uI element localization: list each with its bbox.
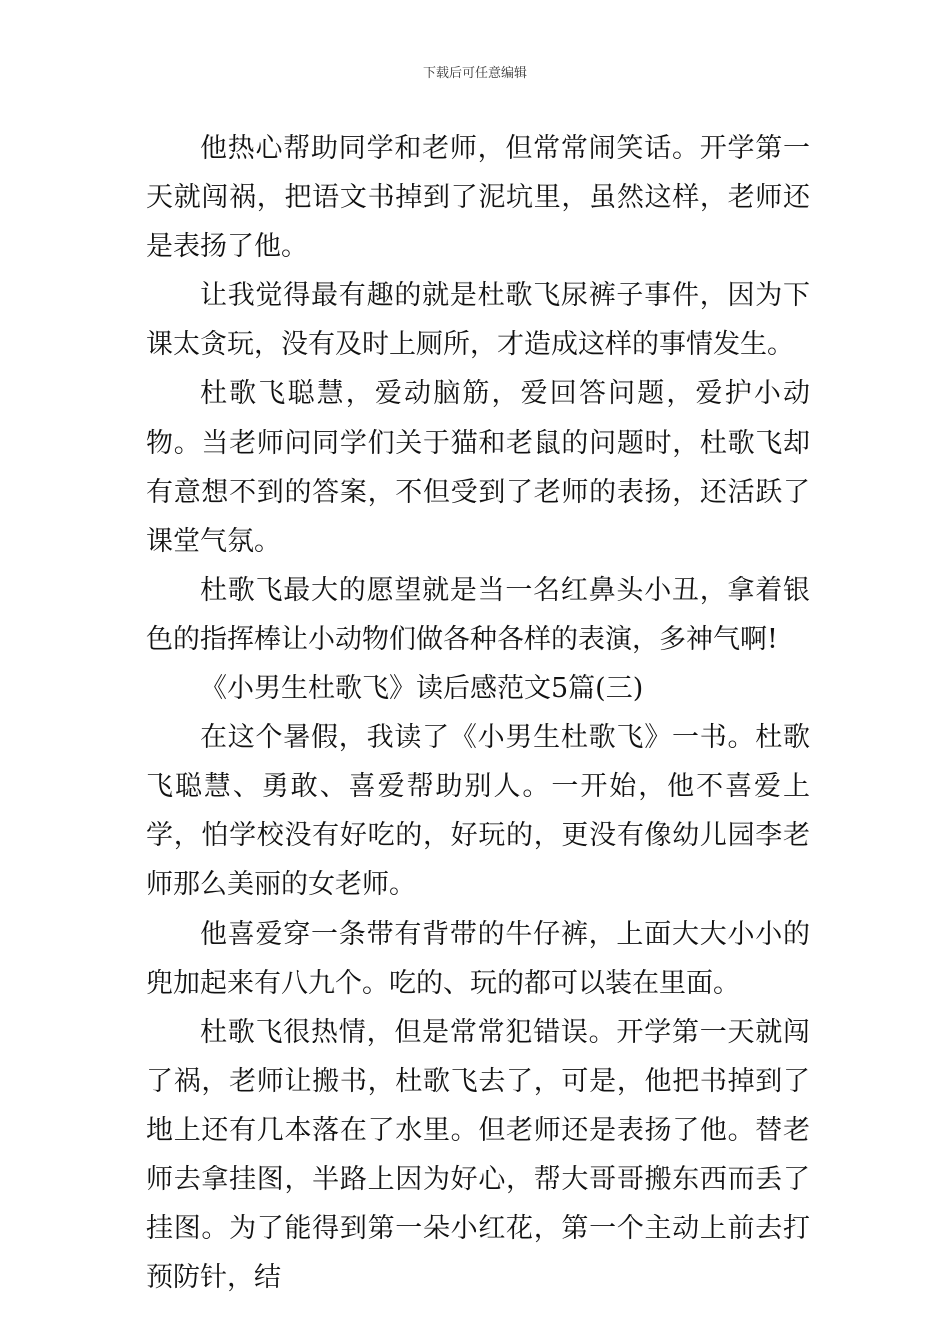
paragraph: 他喜爱穿一条带有背带的牛仔裤，上面大大小小的兜加起来有八九个。吃的、玩的都可以装在里面。 <box>146 918 810 999</box>
page-header: 下载后可任意编辑 <box>422 66 527 81</box>
section-title: 《小男生杜歌飞》读后感范文5篇(三) <box>200 673 644 705</box>
paragraph: 在这个暑假，我读了《小男生杜歌飞》一书。杜歌飞聪慧、勇敢、喜爱帮助别人。一开始，他不喜爱上学，怕学校没有好吃的，好玩的，更没有像幼儿园李老师那么美丽的女老师。 <box>146 722 810 901</box>
paragraph: 让我觉得最有趣的就是杜歌飞尿裤子事件，因为下课太贪玩，没有及时上厕所，才造成这样的事情发生。 <box>146 280 810 361</box>
paragraph: 杜歌飞最大的愿望就是当一名红鼻头小丑，拿着银色的指挥棒让小动物们做各种各样的表演，多神气啊! <box>146 574 810 655</box>
paragraph: 杜歌飞聪慧，爱动脑筋，爱回答问题，爱护小动物。当老师问同学们关于猫和老鼠的问题时，杜歌飞却有意想不到的答案，不但受到了老师的表扬，还活跃了课堂气氛。 <box>146 378 810 557</box>
paragraph: 他热心帮助同学和老师，但常常闹笑话。开学第一天就闯祸，把语文书掉到了泥坑里，虽然这样，老师还是表扬了他。 <box>146 133 810 263</box>
paragraph: 杜歌飞很热情，但是常常犯错误。开学第一天就闯了祸，老师让搬书，杜歌飞去了，可是，他把书掉到了地上还有几本落在了水里。但老师还是表扬了他。替老师去拿挂图，半路上因为好心，帮大哥哥搬东西而丢了挂图。为了能得到第一朵小红花，第一个主动上前去打预防针，结 <box>146 1016 810 1294</box>
document-body <box>146 124 810 1302</box>
